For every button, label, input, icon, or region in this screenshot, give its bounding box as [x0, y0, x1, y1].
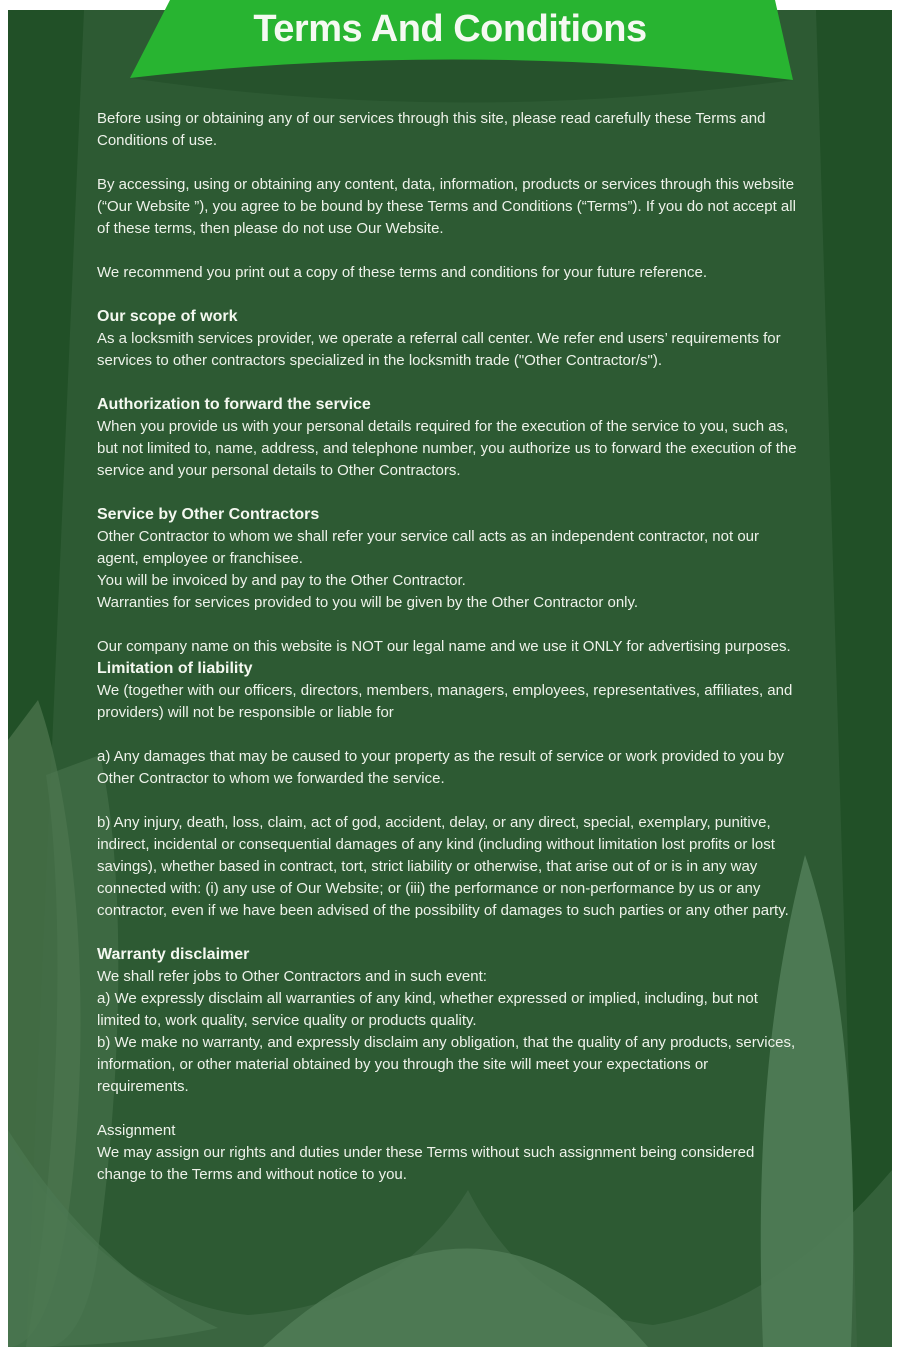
page-background — [8, 10, 892, 1347]
paragraph: Our company name on this website is NOT our legal name and we use it ONLY for advertising purposes. — [97, 638, 791, 655]
paragraph: a) We expressly disclaim all warranties of any kind, whether expressed or implied, including, but not limited to, work quality, service quality or products quality. — [97, 990, 758, 1029]
paragraph: By accessing, using or obtaining any content, data, information, products or services through this website (“Our Website ”), you agree to be bound by these Terms and Conditions (“Terms”). If you do not accept all of these terms, then please do not use Our Website. — [97, 176, 796, 237]
section-heading: Limitation of liability — [97, 660, 253, 677]
section-heading: Authorization to forward the service — [97, 396, 371, 413]
paragraph: Warranties for services provided to you will be given by the Other Contractor only. — [97, 594, 639, 611]
paragraph: Other Contractor to whom we shall refer your service call acts as an independent contractor, not our agent, employee or franchisee. — [97, 528, 759, 567]
section-heading: Our scope of work — [97, 308, 238, 325]
paragraph: We recommend you print out a copy of these terms and conditions for your future reference. — [97, 264, 708, 281]
section-heading: Service by Other Contractors — [97, 506, 320, 523]
paragraph: We may assign our rights and duties under these Terms without such assignment being considered change to the Terms and without notice to you. — [97, 1144, 755, 1183]
paragraph: We shall refer jobs to Other Contractors and in such event: — [97, 968, 487, 985]
paragraph: a) Any damages that may be caused to your property as the result of service or work provided to you by Other Contractor to whom we forwarded the service. — [97, 748, 785, 787]
paragraph: As a locksmith services provider, we operate a referral call center. We refer end users’ requirements for services to other contractors specialized in the locksmith trade ("Other Contractor/s"). — [97, 330, 781, 369]
paragraph: You will be invoiced by and pay to the Other Contractor. — [97, 572, 466, 589]
paragraph: When you provide us with your personal details required for the execution of the service to you, such as, but not limited to, name, address, and telephone number, you authorize us to forward the execution of the service and your personal details to Other Contractors. — [97, 418, 797, 479]
center-hump-shape — [263, 1249, 648, 1348]
section-heading: Warranty disclaimer — [97, 946, 250, 963]
paragraph: b) We make no warranty, and expressly disclaim any obligation, that the quality of any products, services, information, or other material obtained by you through the site will meet your expectations or requirements. — [97, 1034, 796, 1095]
paragraph: Assignment — [97, 1122, 176, 1139]
paragraph: We (together with our officers, directors, members, managers, employees, representatives, affiliates, and providers) will not be responsible or liable for — [97, 682, 793, 721]
page-title: Terms And Conditions — [253, 8, 647, 50]
paragraph: Before using or obtaining any of our services through this site, please read carefully these Terms and Conditions of use. — [97, 110, 766, 149]
paragraph: b) Any injury, death, loss, claim, act of god, accident, delay, or any direct, special, exemplary, punitive, indirect, incidental or consequential damages of any kind (including without limitation lost profits or lost savings), whether based in contract, tort, strict liability or otherwise, that arise out of or is in any way connected with: (i) any use of Our Website; or (iii) the performance or non-performance by us or any contractor, even if we have been advised of the possibility of damages to such parties or any other party. — [97, 814, 789, 919]
content — [97, 108, 797, 1186]
